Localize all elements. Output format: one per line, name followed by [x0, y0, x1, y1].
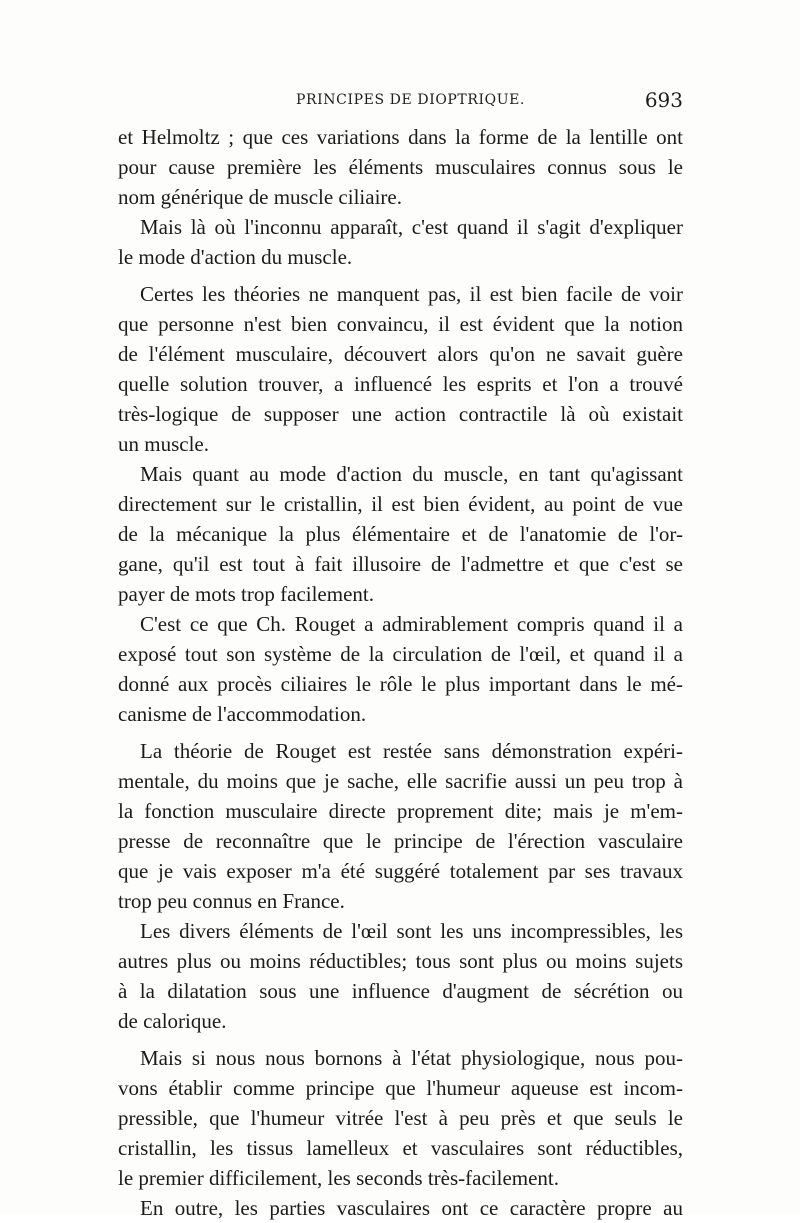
text-line: la fonction musculaire directe proprement dite; mais je m'em-	[118, 799, 683, 823]
text-line: payer de mots trop facilement.	[118, 582, 374, 606]
text-line: Mais là où l'inconnu apparaît, c'est quand il s'agit d'expliquer	[140, 215, 683, 239]
paragraph-gap	[118, 272, 683, 279]
text-line: un muscle.	[118, 432, 209, 456]
text-line: La théorie de Rouget est restée sans démonstration expéri-	[140, 739, 683, 763]
page-number: 693	[644, 88, 683, 112]
text-line: presse de reconnaître que le principe de l'érection vasculaire	[118, 829, 683, 853]
text-line: le mode d'action du muscle.	[118, 245, 353, 269]
paragraph-gap	[118, 729, 683, 736]
paragraph	[118, 279, 683, 459]
text-line: quelle solution trouver, a influencé les esprits et l'on a trouvé	[118, 372, 683, 396]
paragraph	[118, 212, 683, 272]
paragraph	[118, 122, 683, 212]
text-line: directement sur le cristallin, il est bien évident, au point de vue	[118, 492, 683, 516]
text-line: vons établir comme principe que l'humeur aqueuse est incom-	[118, 1076, 683, 1100]
text-line: nom générique de muscle ciliaire.	[118, 185, 402, 209]
text-line: et Helmoltz ; que ces variations dans la forme de la lentille ont	[118, 125, 683, 149]
text-line: à la dilatation sous une influence d'augment de sécrétion ou	[118, 979, 683, 1003]
text-line: le premier difficilement, les seconds très-facilement.	[118, 1166, 560, 1190]
text-line: que personne n'est bien convaincu, il est évident que la notion	[118, 312, 683, 336]
text-line: Mais quant au mode d'action du muscle, en tant qu'agissant	[140, 462, 683, 486]
text-line: trop peu connus en France.	[118, 889, 345, 913]
text-line: cristallin, les tissus lamelleux et vasculaires sont réductibles,	[118, 1136, 683, 1160]
paragraph	[118, 736, 683, 916]
running-title: PRINCIPES DE DIOPTRIQUE.	[296, 92, 525, 108]
body-text	[118, 122, 683, 1223]
paragraph	[118, 459, 683, 609]
running-head	[118, 88, 683, 120]
paragraph	[118, 1043, 683, 1193]
text-line: autres plus ou moins réductibles; tous sont plus ou moins sujets	[118, 949, 683, 973]
text-line: C'est ce que Ch. Rouget a admirablement compris quand il a	[140, 612, 683, 636]
text-line: exposé tout son système de la circulation de l'œil, et quand il a	[118, 642, 683, 666]
text-line: de la mécanique la plus élémentaire et de l'anatomie de l'or-	[118, 522, 683, 546]
text-line: de calorique.	[118, 1009, 227, 1033]
text-line: Certes les théories ne manquent pas, il est bien facile de voir	[140, 282, 683, 306]
text-line: mentale, du moins que je sache, elle sacrifie aussi un peu trop à	[118, 769, 683, 793]
text-line: très-logique de supposer une action contractile là où existait	[118, 402, 683, 426]
text-line: Les divers éléments de l'œil sont les uns incompressibles, les	[140, 919, 683, 943]
text-line: donné aux procès ciliaires le rôle le plus important dans le mé-	[118, 672, 683, 696]
paragraph	[118, 609, 683, 729]
text-line: pour cause première les éléments musculaires connus sous le	[118, 155, 683, 179]
text-line: que je vais exposer m'a été suggéré totalement par ses travaux	[118, 859, 683, 883]
text-line: gane, qu'il est tout à fait illusoire de l'admettre et que c'est se	[118, 552, 683, 576]
paragraph	[118, 1193, 683, 1223]
text-line: de l'élément musculaire, découvert alors qu'on ne savait guère	[118, 342, 683, 366]
text-line: canisme de l'accommodation.	[118, 702, 367, 726]
text-line: Mais si nous nous bornons à l'état physiologique, nous pou-	[140, 1046, 683, 1070]
paragraph-gap	[118, 1036, 683, 1043]
text-line: pressible, que l'humeur vitrée l'est à peu près et que seuls le	[118, 1106, 683, 1130]
text-line: En outre, les parties vasculaires ont ce caractère propre au	[140, 1196, 683, 1220]
paragraph	[118, 916, 683, 1036]
